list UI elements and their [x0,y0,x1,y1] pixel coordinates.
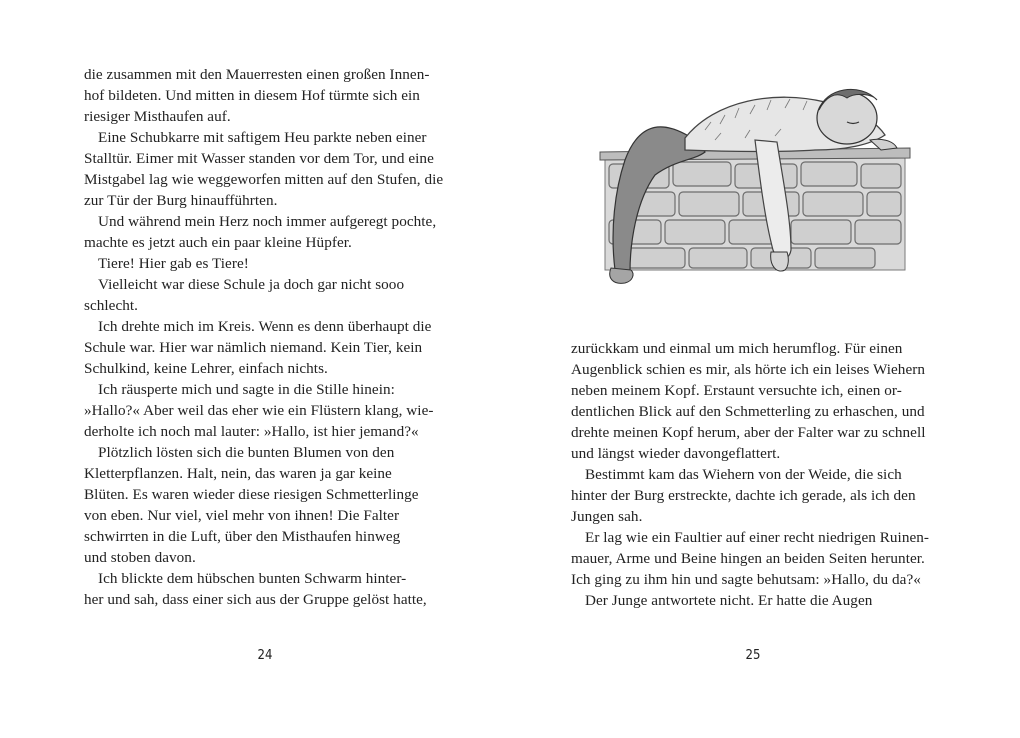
text-line: Schule war. Hier war nämlich niemand. Kein Tier, kein [84,339,423,356]
text-line: Eine Schubkarre mit saftigem Heu parkte neben einer [98,129,427,146]
text-line: von eben. Nur viel, viel mehr von ihnen! Die Falter [84,507,400,524]
text-line: neben meinem Kopf. Erstaunt versuchte ich, einen or- [571,382,902,399]
text-line: dentlichen Blick auf den Schmetterling zu erhaschen, und [571,403,925,420]
text-line: hinter der Burg erstreckte, dachte ich gerade, als ich den [571,487,916,504]
page-number: 25 [745,648,761,663]
text-line: drehte meinen Kopf herum, aber der Falter war zu schnell [571,424,926,441]
text-line: Plötzlich lösten sich die bunten Blumen von den [98,444,395,461]
text-line: Ich ging zu ihm hin und sagte behutsam: »Hallo, du da?« [571,571,921,588]
text-line: Jungen sah. [571,508,643,525]
text-line: schlecht. [84,297,139,314]
text-line: machte es jetzt auch ein paar kleine Hüpfer. [84,234,352,251]
sleeping-boy-on-wall-illustration [585,80,945,305]
text-line: derholte ich noch mal lauter: »Hallo, ist hier jemand?« [84,423,419,440]
text-line: schwirrten in die Luft, über den Misthaufen hinweg [84,528,401,545]
text-line: Vielleicht war diese Schule ja doch gar nicht sooo [98,276,405,293]
text-line: »Hallo?« Aber weil das eher wie ein Flüstern klang, wie- [84,402,434,419]
text-line: Er lag wie ein Faultier auf einer recht niedrigen Ruinen- [585,529,930,546]
page-number: 24 [257,648,273,663]
text-line: die zusammen mit den Mauerresten einen großen Innen- [84,66,430,83]
text-line: Ich blickte dem hübschen bunten Schwarm hinter- [98,570,407,587]
text-line: Augenblick schien es mir, als hörte ich ein leises Wiehern [571,361,925,378]
text-line: Ich räusperte mich und sagte in die Stille hinein: [98,381,395,398]
text-line: her und sah, dass einer sich aus der Gruppe gelöst hatte, [84,591,427,608]
text-line: Ich drehte mich im Kreis. Wenn es denn überhaupt die [98,318,432,335]
text-line: Kletterpflanzen. Halt, nein, das waren ja gar keine [84,465,392,482]
text-line: und stoben davon. [84,549,196,566]
text-line: mauer, Arme und Beine hingen an beiden Seiten herunter. [571,550,925,567]
text-line: Stalltür. Eimer mit Wasser standen vor dem Tor, und eine [84,150,434,167]
text-line: Bestimmt kam das Wiehern von der Weide, die sich [585,466,902,483]
text-line: Und während mein Herz noch immer aufgeregt pochte, [98,213,437,230]
text-line: riesiger Misthaufen auf. [84,108,231,125]
text-line: Tiere! Hier gab es Tiere! [98,255,249,272]
text-line: zur Tür der Burg hinaufführten. [84,192,278,209]
text-line: zurückkam und einmal um mich herumflog. Für einen [571,340,903,357]
text-line: Mistgabel lag wie weggeworfen mitten auf den Stufen, die [84,171,444,188]
text-line: Blüten. Es waren wieder diese riesigen Schmetterlinge [84,486,419,503]
right-page [510,0,1020,738]
text-line: Schulkind, keine Lehrer, einfach nichts. [84,360,328,377]
text-line: und längst wieder davongeflattert. [571,445,781,462]
text-line: hof bildeten. Und mitten in diesem Hof türmte sich ein [84,87,420,104]
text-line: Der Junge antwortete nicht. Er hatte die Augen [585,592,873,609]
